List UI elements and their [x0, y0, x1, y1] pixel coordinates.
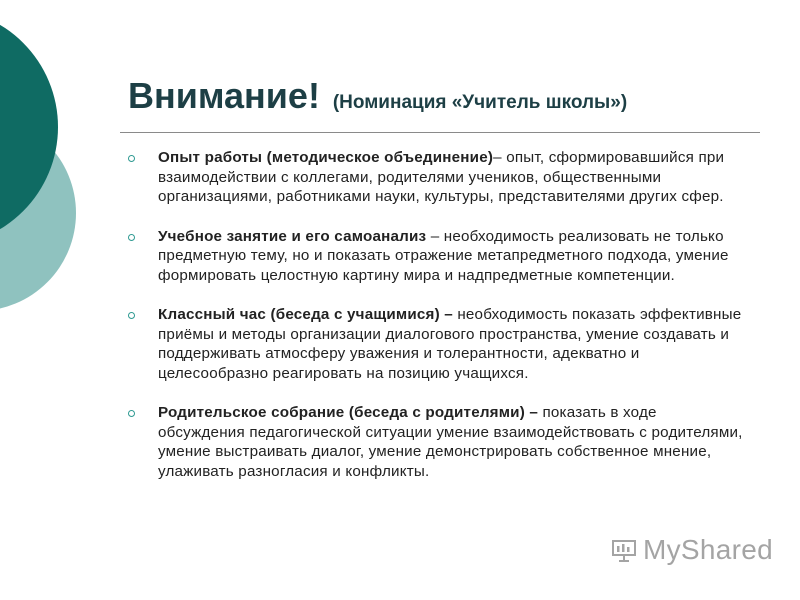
- bullet-item-work-experience: [128, 148, 746, 207]
- bullet-heading: Классный час (беседа с учащимися) –: [158, 306, 453, 323]
- bullet-heading: Родительское собрание (беседа с родителями) –: [158, 404, 539, 421]
- title-main: Внимание!: [128, 75, 320, 116]
- bullet-text: – необходимость реализовать не только предметную тему, но и показать отражение метапредметного подхода, умение формировать целостную картину мира и надпредметные компетенции.: [158, 227, 729, 284]
- presentation-board-icon: [610, 536, 638, 564]
- bullet-item-lesson-analysis: [128, 227, 746, 286]
- decorative-circle-light: [0, 115, 76, 311]
- bullet-item-parent-meeting: [128, 403, 746, 481]
- bullet-text: необходимость показать эффективные приёмы и методы организации диалогового пространства, умение создавать и поддерживать атмосферу уважения и толерантности, адекватно и целесообразно реагировать на позицию учащихся.: [158, 306, 742, 382]
- bullet-circle-icon: [128, 410, 135, 417]
- decorative-circle-dark: [0, 8, 58, 246]
- myshared-watermark: [610, 536, 773, 564]
- bullet-circle-icon: [128, 234, 135, 241]
- title-divider: [120, 132, 760, 133]
- bullet-text: показать в ходе обсуждения педагогической ситуации умение взаимодействовать с родителями, умение выстраивать диалог, умение демонстрировать собственное мнение, улаживать разногласия и конфликты.: [158, 404, 743, 480]
- bullet-item-class-hour: [128, 305, 746, 383]
- bullet-text: – опыт, сформировавшийся при взаимодействии с коллегами, родителями учеников, общественными организациями, работниками науки, культуры, представителями других сфер.: [158, 149, 725, 205]
- watermark-text: MyShared: [643, 534, 774, 565]
- bullet-heading: Опыт работы (методическое объединение): [158, 149, 494, 166]
- bullet-circle-icon: [128, 312, 135, 319]
- title-sub: (Номинация «Учитель школы»): [332, 92, 628, 113]
- slide-title: [128, 76, 627, 116]
- bullet-heading: Учебное занятие и его самоанализ: [158, 227, 427, 245]
- bullet-circle-icon: [128, 155, 135, 162]
- bullet-list: [128, 148, 746, 481]
